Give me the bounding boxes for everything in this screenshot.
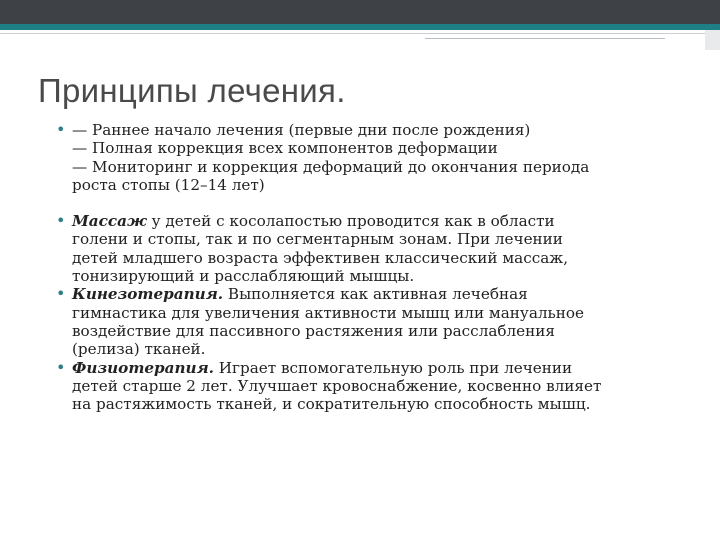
method-text: у детей с косолапостью проводится как в области	[146, 212, 555, 231]
principles-line: — Раннее начало лечения (первые дни после рождения)	[72, 121, 531, 139]
method-item-physiotherapy	[58, 359, 698, 414]
method-line	[72, 359, 698, 377]
method-line: голени и стопы, так и по сегментарным зонам. При лечении	[72, 230, 563, 249]
principles-item	[58, 121, 698, 194]
principles-line: — Полная коррекция всех компонентов деформации	[72, 139, 498, 158]
top-corner-block	[705, 30, 720, 50]
bullet-icon: •	[56, 120, 66, 139]
method-item-massage	[58, 212, 698, 285]
method-line: гимнастика для увеличения активности мышц или мануальное	[72, 303, 585, 322]
principles-line: роста стопы (12–14 лет)	[72, 175, 265, 194]
top-accent-stripe	[0, 24, 720, 30]
method-line: на растяжимость тканей, и сократительную способность мышц.	[72, 395, 591, 414]
method-term: Физиотерапия.	[72, 358, 214, 377]
method-term: Кинезотерапия.	[72, 285, 224, 304]
slide-title: Принципы лечения.	[38, 72, 346, 109]
method-line: детей младшего возраста эффективен классический массаж,	[72, 248, 569, 267]
bullet-icon: •	[56, 211, 66, 231]
method-line	[72, 285, 698, 303]
slide-body	[58, 121, 698, 413]
method-line	[72, 212, 698, 230]
method-text: Играет вспомогательную роль при лечении	[213, 358, 573, 377]
method-line: тонизирующий и расслабляющий мышцы.	[72, 267, 415, 286]
method-item-kinesiotherapy	[58, 285, 698, 358]
method-line: детей старше 2 лет. Улучшает кровоснабжение, косвенно влияет	[72, 376, 602, 395]
method-line: воздействие для пассивного растяжения или расслабления	[72, 321, 555, 340]
top-divider-line	[0, 33, 720, 34]
method-line: (релиза) тканей.	[72, 340, 206, 359]
top-divider-line-short	[425, 38, 665, 39]
method-text: Выполняется как активная лечебная	[223, 285, 528, 304]
principles-line: — Мониторинг и коррекция деформаций до окончания периода	[72, 157, 590, 176]
bullet-icon: •	[56, 357, 66, 377]
bullet-icon: •	[56, 284, 66, 304]
method-term: Массаж	[72, 212, 147, 231]
